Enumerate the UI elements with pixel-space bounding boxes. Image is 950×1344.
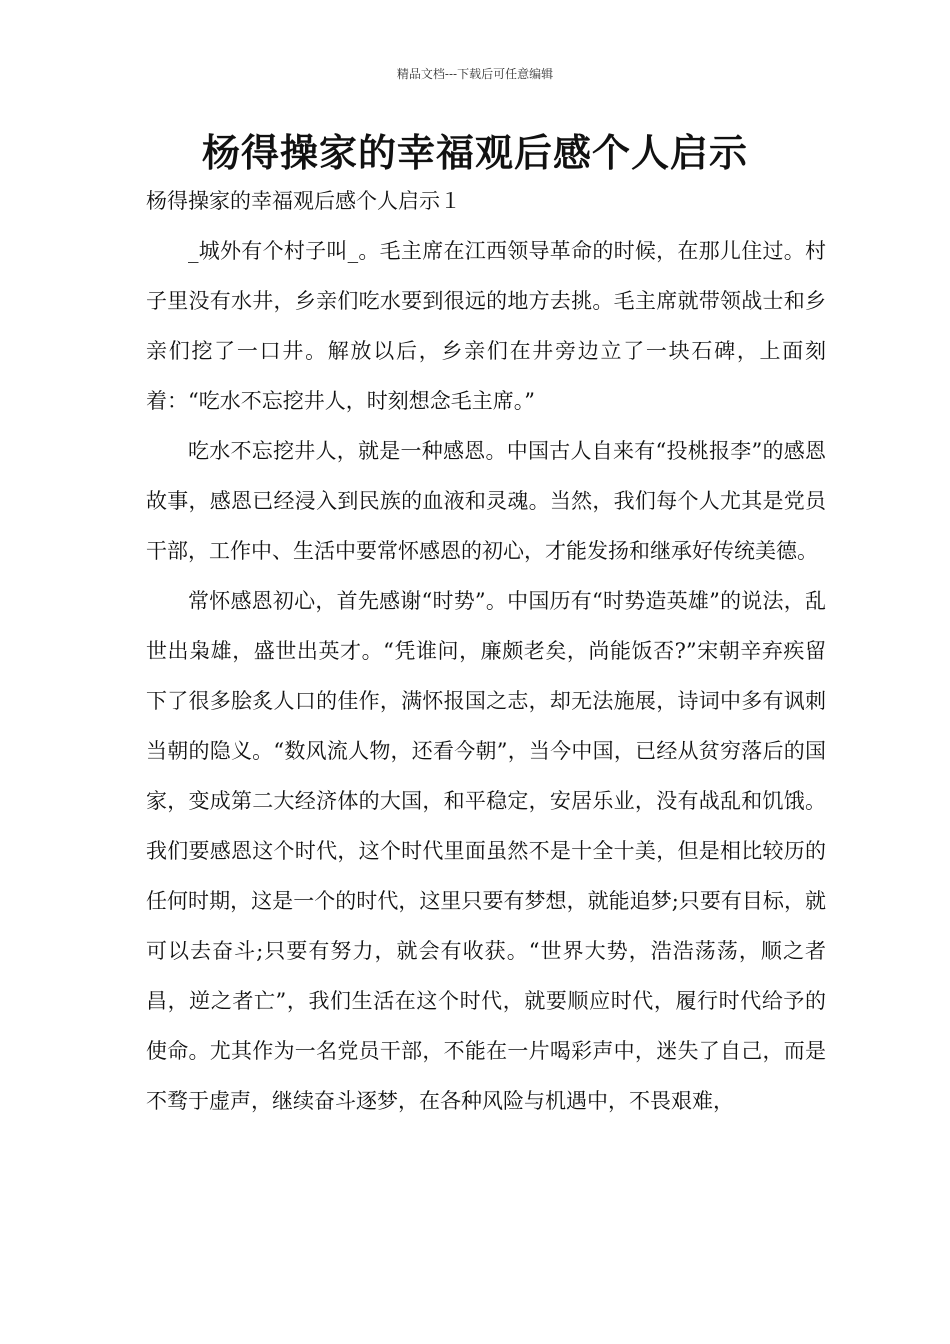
page-header: 精品文档---下载后可任意编辑	[396, 67, 554, 81]
document-title: 杨得操家的幸福观后感个人启示	[201, 130, 748, 175]
paragraph: 常怀感恩初心，首先感谢“时势”。中国历有“时势造英雄”的说法，乱世出枭雄，盛世出英才。“凭谁问，廉颇老矣，尚能饭否?”宋朝辛弃疾留下了很多脍炙人口的佳作，满怀报国之志，却无法施展，诗词中多有讽刺当朝的隐义。“数风流人物，还看今朝”，当今中国，已经从贫穷落后的国家，变成第二大经济体的大国，和平稳定，安居乐业，没有战乱和饥饿。我们要感恩这个时代，这个时代里面虽然不是十全十美，但是相比较历的任何时期，这是一个的时代，这里只要有梦想，就能追梦;只要有目标，就可以去奋斗;只要有努力，就会有收获。“世界大势，浩浩荡荡，顺之者昌，逆之者亡”，我们生活在这个时代，就要顺应时代，履行时代给予的使命。尤其作为一名党员干部，不能在一片喝彩声中，迷失了自己，而是不骛于虚声，继续奋斗逐梦，在各种风险与机遇中，不畏艰难，	[146, 589, 826, 1113]
document-body	[146, 226, 826, 1126]
document-subtitle: 杨得操家的幸福观后感个人启示１	[146, 189, 461, 213]
paragraph: _城外有个村子叫_。毛主席在江西领导革命的时候，在那儿住过。村子里没有水井，乡亲们吃水要到很远的地方去挑。毛主席就带领战士和乡亲们挖了一口井。解放以后，乡亲们在井旁边立了一块石碑，上面刻着：“吃水不忘挖井人，时刻想念毛主席。”	[146, 239, 826, 413]
paragraph: 吃水不忘挖井人，就是一种感恩。中国古人自来有“投桃报李”的感恩故事，感恩已经浸入到民族的血液和灵魂。当然，我们每个人尤其是党员干部，工作中、生活中要常怀感恩的初心，才能发扬和继承好传统美德。	[146, 439, 826, 563]
